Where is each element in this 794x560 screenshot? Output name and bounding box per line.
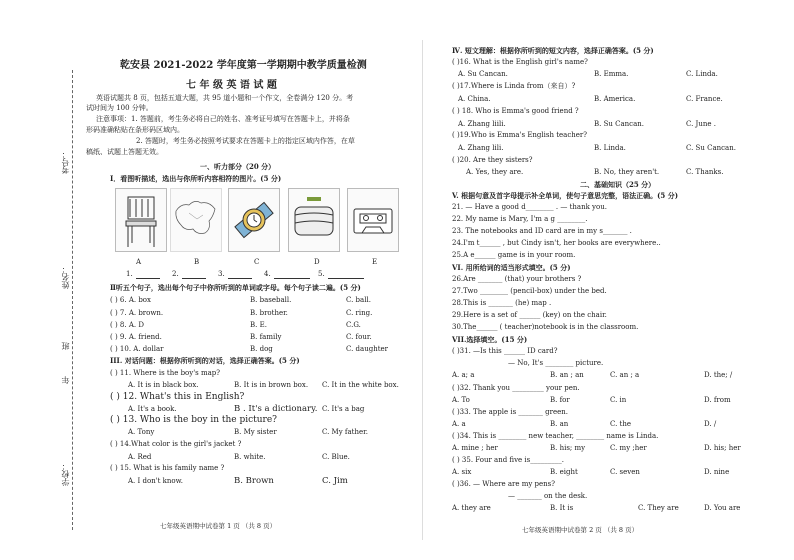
answer-blank-2[interactable] bbox=[182, 278, 206, 279]
q19-b: B. Linda. bbox=[594, 144, 626, 152]
q33-b: B. an bbox=[550, 420, 569, 428]
q14: ( ) 14.What color is the girl's jacket ? bbox=[110, 440, 242, 448]
note-1a: 注意事项：1. 答题前，考生务必将自己的姓名、准考证号填写在答题卡上，并将条 bbox=[96, 115, 350, 123]
exam-title: 乾安县 2021-2022 学年度第一学期期中教学质量检测 bbox=[120, 60, 367, 71]
chair-picture bbox=[115, 188, 167, 252]
q34-d: D. his; her bbox=[704, 444, 741, 452]
q34: ( )34. This is ________ new teacher, ________ name is Linda. bbox=[452, 432, 659, 440]
answer-blank-1[interactable] bbox=[136, 278, 160, 279]
q19-a: A. Zhang lili. bbox=[458, 144, 504, 152]
pic-label-c: C bbox=[254, 258, 260, 266]
q14-b: B. white. bbox=[234, 453, 266, 461]
q7: ( ) 7. A. brown. bbox=[110, 309, 164, 317]
q6-b: B. baseball. bbox=[250, 296, 292, 304]
q35-d: D. nine bbox=[704, 468, 730, 476]
q31-b: B. an ; an bbox=[550, 371, 584, 379]
q16: ( )16. What is the English girl's name? bbox=[452, 58, 588, 66]
q11-c: C. It in the white box. bbox=[322, 381, 399, 389]
blank-1: 1. bbox=[126, 270, 133, 278]
q12: ( ) 12. What's this in English? bbox=[110, 392, 245, 402]
q18-a: A. Zhang liili. bbox=[458, 120, 506, 128]
q35-b: B. eight bbox=[550, 468, 578, 476]
q21: 21. — Have a good d________ . — thank you. bbox=[452, 203, 607, 211]
q18: ( ) 18. Who is Emma's good friend ? bbox=[452, 107, 579, 115]
q11: ( ) 11. Where is the boy's map? bbox=[110, 369, 221, 377]
q8-b: B. E. bbox=[250, 321, 267, 329]
q27: 27.Two ________ (pencil-box) under the bed. bbox=[452, 287, 607, 295]
binding-line bbox=[72, 70, 73, 530]
q32-b: B. for bbox=[550, 396, 570, 404]
note-2b: 稿纸、试题上答题无效。 bbox=[86, 148, 163, 156]
section4-heading: Ⅳ. 短文理解：根据你所听到的短文内容，选择正确答案。(5 分) bbox=[452, 46, 654, 55]
part2-heading: 二、基础知识（25 分） bbox=[580, 180, 656, 189]
q33-a: A. a bbox=[452, 420, 466, 428]
q7-c: C. ring. bbox=[346, 309, 373, 317]
q15-a: A. I don't know. bbox=[128, 477, 184, 485]
q31-c: C. an ; a bbox=[610, 371, 640, 379]
q29: 29.Here is a set of ______ (key) on the chair. bbox=[452, 311, 607, 319]
q14-c: C. Blue. bbox=[322, 453, 350, 461]
q31: ( )31. —Is this ______ ID card? bbox=[452, 347, 558, 355]
q20: ( )20. Are they sisters? bbox=[452, 156, 533, 164]
q33-c: C. the bbox=[610, 420, 632, 428]
q31-a: A. a; a bbox=[452, 371, 475, 379]
section3-heading: III. 对话问题：根据你所听到的对话，选择正确答案。(5 分) bbox=[110, 356, 300, 365]
q30: 30.The______ ( teacher)notebook is in the classroom. bbox=[452, 323, 639, 331]
section2-heading: Ⅱ听五个句子，选出每个句子中你所听到的单词或字母。每个句子读二遍。(5 分) bbox=[110, 283, 361, 292]
section1-heading: Ⅰ．看图听描述，选出与你所听内容相符的图片。(5 分) bbox=[110, 174, 282, 183]
q36-line2: — _______ on the desk. bbox=[508, 492, 588, 500]
section7-heading: VII.选择填空。(15 分) bbox=[452, 335, 528, 344]
q16-b: B. Emma. bbox=[594, 70, 629, 78]
q7-b: B. brother. bbox=[250, 309, 288, 317]
page-footer-left: 七年级英语期中试卷第 1 页 （共 8 页） bbox=[160, 522, 277, 530]
pic-label-e: E bbox=[372, 258, 378, 266]
q35: ( ) 35. Four and five is_________. bbox=[452, 456, 564, 464]
q20-b: B. No, they aren't. bbox=[594, 168, 660, 176]
q36-c: C. They are bbox=[638, 504, 679, 512]
q17: ( )17.Where is Linda from（来自）? bbox=[452, 82, 576, 90]
q36-d: D. You are bbox=[704, 504, 741, 512]
page-footer-right: 七年级英语期中试卷第 2 页 （共 8 页） bbox=[522, 526, 639, 534]
watch-picture bbox=[228, 188, 280, 252]
q15: ( ) 15. What is his family name ? bbox=[110, 464, 225, 472]
pic-label-a: A bbox=[136, 258, 142, 266]
q13-c: C. My father. bbox=[322, 428, 368, 436]
q32-c: C. in bbox=[610, 396, 627, 404]
q22: 22. My name is Mary, I'm a g ________. bbox=[452, 215, 588, 223]
intro-line-1: 英语试题共 8 页，包括五道大题，共 95 道小题和一个作文，全卷满分 120 分。考 bbox=[96, 94, 354, 102]
q8: ( ) 8. A. D bbox=[110, 321, 144, 329]
pic-label-b: B bbox=[194, 258, 200, 266]
cassette-picture bbox=[347, 188, 399, 252]
q20-c: C. Thanks. bbox=[686, 168, 724, 176]
exam-no-label: 考号： bbox=[61, 150, 70, 174]
q31-d: D. the; / bbox=[704, 371, 733, 379]
q13: ( ) 13. Who is the boy in the picture? bbox=[110, 415, 278, 425]
q36-a: A. they are bbox=[452, 504, 491, 512]
q23: 23. The notebooks and ID card are in my s_______ . bbox=[452, 227, 632, 235]
q17-c: C. France. bbox=[686, 95, 723, 103]
blank-5: 5. bbox=[318, 270, 325, 278]
q15-c: C. Jim bbox=[322, 476, 348, 486]
q15-b: B. Brown bbox=[234, 476, 274, 486]
q17-a: A. China. bbox=[458, 95, 491, 103]
q10-c: C. daughter bbox=[346, 345, 389, 353]
q25: 25.A e______ game is in your room. bbox=[452, 251, 576, 259]
q16-a: A. Su Cancan. bbox=[458, 70, 508, 78]
q31-line2: — No, It's ________ picture. bbox=[508, 359, 604, 367]
q35-c: C. seven bbox=[610, 468, 640, 476]
page-divider bbox=[422, 40, 423, 540]
q9-c: C. four. bbox=[346, 333, 372, 341]
q13-a: A. Tony bbox=[128, 428, 155, 436]
pic-label-d: D bbox=[314, 258, 320, 266]
answer-blank-5[interactable] bbox=[328, 278, 364, 279]
q32-d: D. from bbox=[704, 396, 731, 404]
q34-c: C. my ;her bbox=[610, 444, 647, 452]
q16-c: C. Linda. bbox=[686, 70, 718, 78]
q11-a: A. It is in black box. bbox=[128, 381, 199, 389]
q10-b: B. dog bbox=[250, 345, 273, 353]
q10: ( ) 10. A. dollar bbox=[110, 345, 164, 353]
quilt-picture bbox=[288, 188, 340, 252]
q35-a: A. six bbox=[452, 468, 472, 476]
q19: ( )19.Who is Emma's English teacher? bbox=[452, 131, 588, 139]
q24: 24.I'm t______ , but Cindy isn't, her books are everywhere.. bbox=[452, 239, 661, 247]
blank-3: 3. bbox=[218, 270, 225, 278]
q19-c: C. Su Cancan. bbox=[686, 144, 736, 152]
note-2a: 2. 答题时，考生务必按照考试要求在答题卡上的指定区域内作答，在草 bbox=[136, 137, 355, 145]
q11-b: B. It is in brown box. bbox=[234, 381, 309, 389]
q34-a: A. mine ; her bbox=[452, 444, 498, 452]
exam-subtitle: 七 年 级 英 语 试 题 bbox=[186, 80, 277, 91]
q14-a: A. Red bbox=[128, 453, 152, 461]
q17-b: B. America. bbox=[594, 95, 636, 103]
q32: ( )32. Thank you _________ your pen. bbox=[452, 384, 580, 392]
q9-b: B. family bbox=[250, 333, 282, 341]
q12-b: B . It's a dictionary. bbox=[234, 404, 318, 414]
section5-heading: V. 根据句意及首字母提示补全单词，使句子意思完整，语法正确。(5 分) bbox=[452, 191, 679, 200]
q9: ( ) 9. A. friend. bbox=[110, 333, 162, 341]
q12-a: A. It's a book. bbox=[128, 405, 177, 413]
q28: 28.This is _______ (he) map . bbox=[452, 299, 552, 307]
school-label: 学校： bbox=[61, 462, 70, 486]
q6: ( ) 6. A. box bbox=[110, 296, 151, 304]
blank-2: 2. bbox=[172, 270, 179, 278]
q18-c: C. June . bbox=[686, 120, 716, 128]
q36-b: B. It is bbox=[550, 504, 574, 512]
q26: 26.Are _______ (that) your brothers ? bbox=[452, 275, 582, 283]
q33-d: D. / bbox=[704, 420, 717, 428]
blank-4: 4. bbox=[264, 270, 271, 278]
q6-c: C. ball. bbox=[346, 296, 371, 304]
q36: ( )36. — Where are my pens? bbox=[452, 480, 556, 488]
answer-blank-3[interactable] bbox=[228, 278, 252, 279]
q8-c: C.G. bbox=[346, 321, 361, 329]
q32-a: A. To bbox=[452, 396, 470, 404]
answer-blank-4[interactable] bbox=[274, 278, 310, 279]
q18-b: B. Su Cancan. bbox=[594, 120, 644, 128]
china-map-picture bbox=[170, 188, 222, 252]
q20-a: A. Yes, they are. bbox=[466, 168, 524, 176]
intro-line-2: 试时间为 100 分钟。 bbox=[86, 104, 153, 112]
name-label: 姓名： bbox=[61, 265, 70, 289]
note-1b: 形码准确粘贴在条形码区域内。 bbox=[86, 126, 184, 134]
q34-b: B. his; my bbox=[550, 444, 586, 452]
part1-heading: 一、听力部分（20 分） bbox=[200, 162, 276, 171]
class-label: 班 bbox=[61, 342, 70, 350]
section6-heading: VI. 用所给词的适当形式填空。(5 分) bbox=[452, 263, 571, 272]
q33: ( )33. The apple is _______ green. bbox=[452, 408, 568, 416]
q13-b: B. My sister bbox=[234, 428, 277, 436]
grade-label: 年 bbox=[61, 376, 70, 384]
q12-c: C. It's a bag bbox=[322, 405, 365, 413]
